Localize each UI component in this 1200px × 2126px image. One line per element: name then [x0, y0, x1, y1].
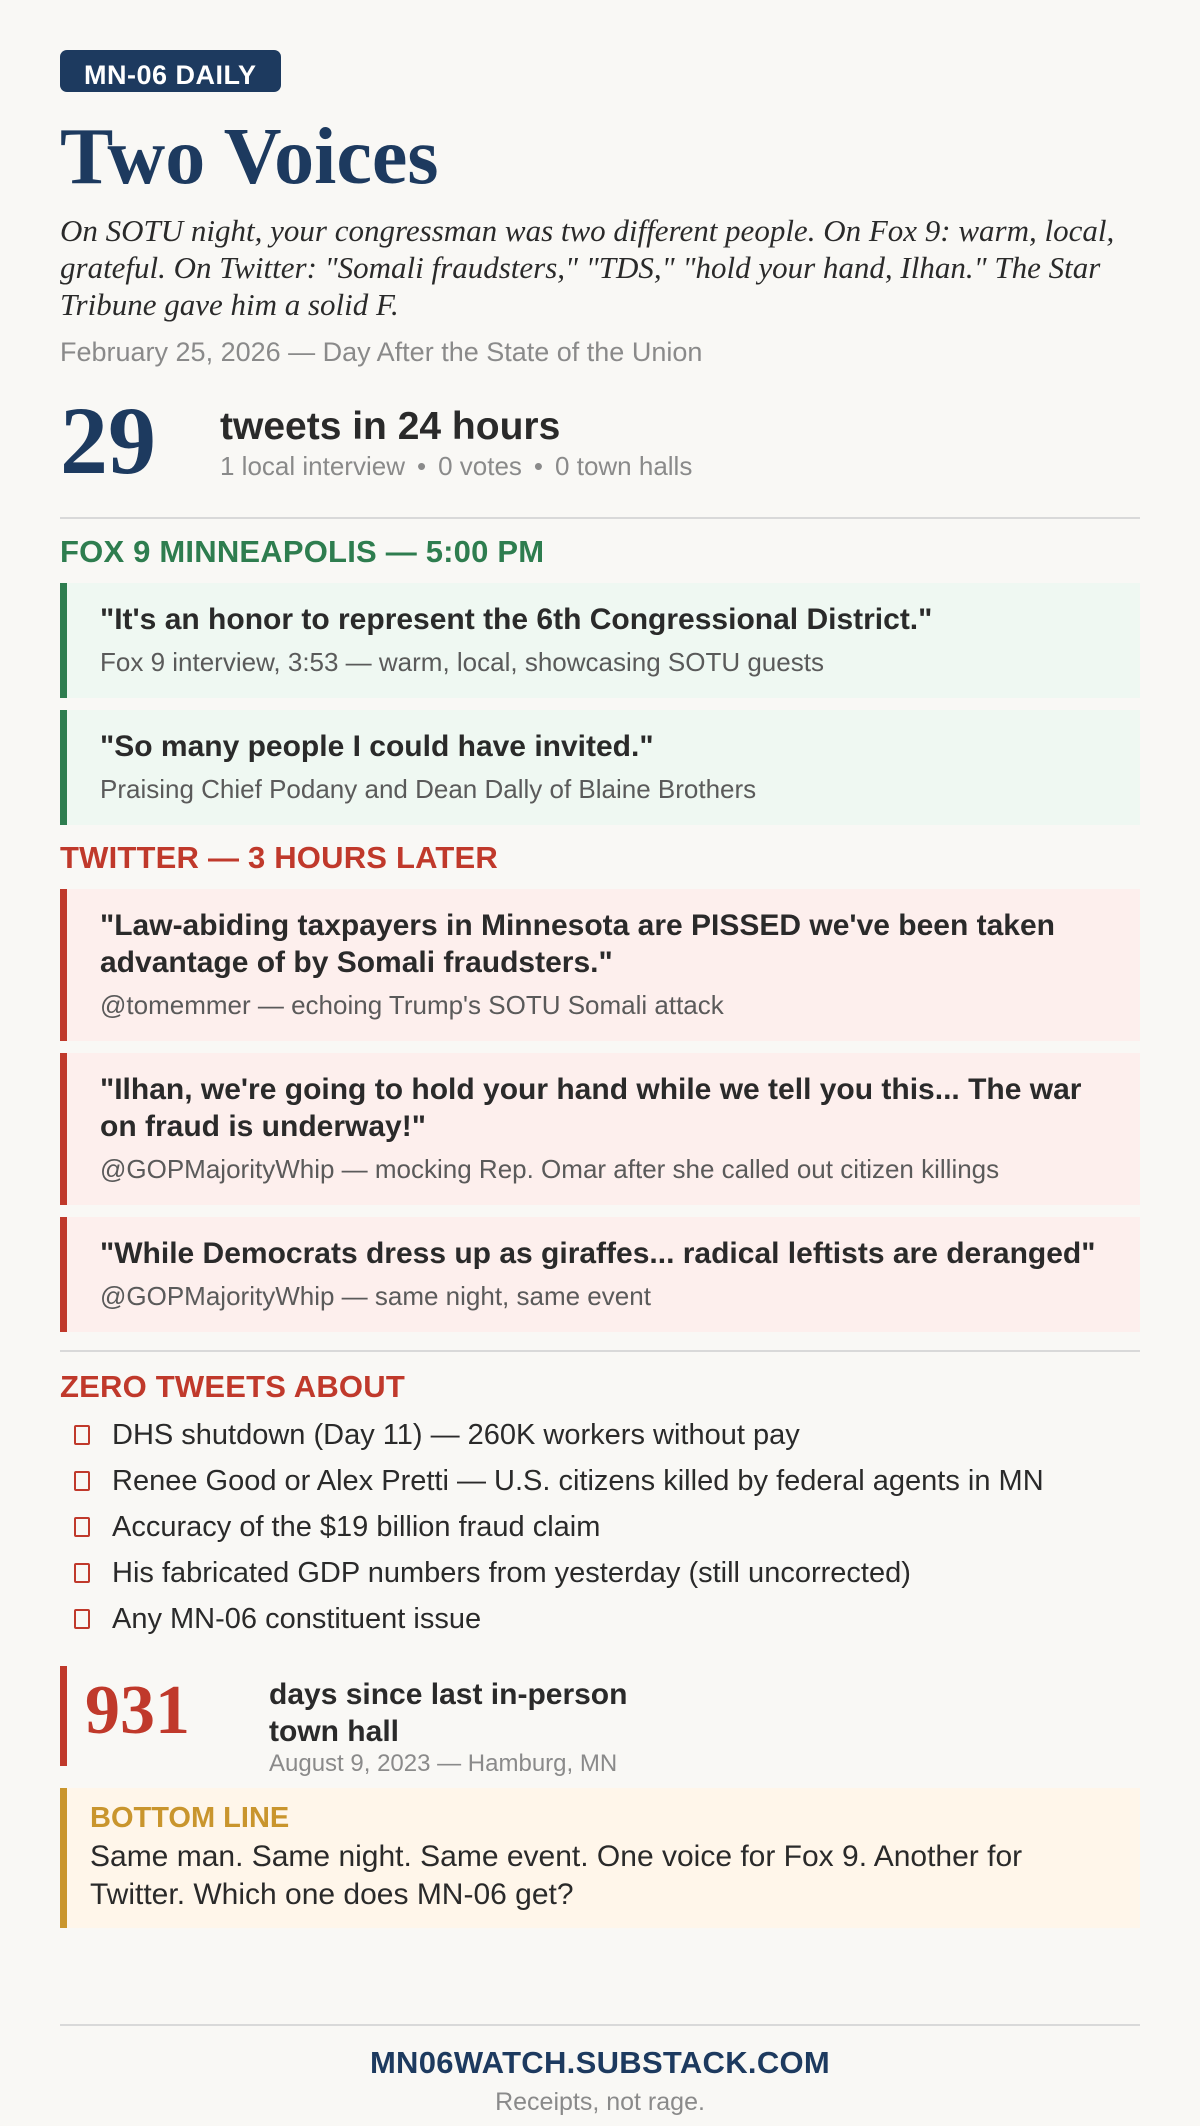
- quote-source: @GOPMajorityWhip — same night, same event: [100, 1281, 651, 1311]
- empty-box-icon: [74, 1471, 90, 1491]
- town-hall-days-text: [269, 1666, 689, 1777]
- footer-site-link[interactable]: MN06WATCH.SUBSTACK.COM: [369, 2045, 831, 2080]
- dateline: February 25, 2026 — Day After the State of the Union: [60, 337, 703, 367]
- bottom-line-box: [60, 1788, 1140, 1928]
- twitter-section-heading: TWITTER — 3 HOURS LATER: [60, 840, 499, 875]
- zero-tweets-list: [60, 1412, 1140, 1642]
- tweet-count-breakdown: [220, 449, 692, 483]
- zero-tweets-heading: ZERO TWEETS ABOUT: [60, 1369, 405, 1404]
- tweet-count-label: tweets in 24 hours: [220, 405, 561, 448]
- empty-box-icon: [74, 1609, 90, 1629]
- quote-source: Fox 9 interview, 3:53 — warm, local, showcasing SOTU guests: [100, 647, 824, 677]
- list-item: [60, 1550, 1140, 1596]
- separator-dot: •: [416, 451, 427, 481]
- bottom-line-text: Same man. Same night. Same event. One voice for Fox 9. Another for Twitter. Which one does MN-06 get?: [90, 1840, 1023, 1911]
- bottom-line-heading: BOTTOM LINE: [90, 1802, 290, 1834]
- twitter-quote-card: [60, 1217, 1140, 1332]
- page-title: Two Voices: [60, 113, 439, 201]
- quote-text: "So many people I could have invited.": [100, 730, 654, 763]
- stat-town-halls: 0 town halls: [555, 451, 693, 481]
- fox-section-heading: FOX 9 MINNEAPOLIS — 5:00 PM: [60, 534, 545, 569]
- list-item: [60, 1596, 1140, 1642]
- divider: [60, 517, 1140, 519]
- stat-local-interviews: 1 local interview: [220, 451, 405, 481]
- footer: [60, 2024, 1140, 2118]
- fox-section: [60, 533, 1140, 825]
- quote-text: "While Democrats dress up as giraffes... radical leftists are deranged": [100, 1237, 1096, 1270]
- list-item-text: DHS shutdown (Day 11) — 260K workers without pay: [112, 1418, 800, 1451]
- quote-text: "Ilhan, we're going to hold your hand while we tell you this... The war on fraud is underway!": [100, 1073, 1082, 1143]
- list-item: [60, 1458, 1140, 1504]
- list-item: [60, 1412, 1140, 1458]
- tweet-count-text: [220, 393, 692, 483]
- quote-source: @tomemmer — echoing Trump's SOTU Somali attack: [100, 990, 724, 1020]
- list-item: [60, 1504, 1140, 1550]
- publication-badge: MN-06 DAILY: [60, 50, 281, 92]
- quote-text: "It's an honor to represent the 6th Congressional District.": [100, 603, 933, 636]
- footer-tagline: Receipts, not rage.: [495, 2088, 705, 2116]
- list-item-text: Any MN-06 constituent issue: [112, 1602, 482, 1635]
- quote-source: @GOPMajorityWhip — mocking Rep. Omar after she called out citizen killings: [100, 1154, 1000, 1184]
- fox-quote-card: [60, 710, 1140, 825]
- empty-box-icon: [74, 1425, 90, 1445]
- stat-votes: 0 votes: [438, 451, 522, 481]
- town-hall-stat: [60, 1666, 1140, 1777]
- town-hall-days-label: days since last in-person town hall: [269, 1678, 628, 1748]
- fox-quote-card: [60, 583, 1140, 698]
- empty-box-icon: [74, 1563, 90, 1583]
- town-hall-last-date: August 9, 2023 — Hamburg, MN: [269, 1750, 618, 1777]
- town-hall-days-number: 931: [85, 1672, 190, 1749]
- tweet-count-stat: [60, 387, 1140, 494]
- zero-tweets-section: [60, 1368, 1140, 1642]
- list-item-text: Renee Good or Alex Pretti — U.S. citizens killed by federal agents in MN: [112, 1464, 1044, 1497]
- separator-dot: •: [533, 451, 544, 481]
- divider: [60, 1350, 1140, 1352]
- list-item-text: Accuracy of the $19 billion fraud claim: [112, 1510, 601, 1543]
- quote-source: Praising Chief Podany and Dean Dally of Blaine Brothers: [100, 774, 757, 804]
- twitter-quote-card: [60, 1053, 1140, 1205]
- list-item-text: His fabricated GDP numbers from yesterday (still uncorrected): [112, 1556, 911, 1589]
- twitter-quote-card: [60, 889, 1140, 1041]
- quote-text: "Law-abiding taxpayers in Minnesota are PISSED we've been taken advantage of by Somali fraudsters.": [100, 909, 1055, 979]
- empty-box-icon: [74, 1517, 90, 1537]
- tweet-count-number: 29: [60, 387, 156, 494]
- page-subtitle: On SOTU night, your congressman was two different people. On Fox 9: warm, local, grateful. On Twitter: "Somali fraudsters," "TDS," "hold your hand, Ilhan." The Star Tribune gave him a solid F.: [60, 213, 1115, 322]
- twitter-section: [60, 839, 1140, 1332]
